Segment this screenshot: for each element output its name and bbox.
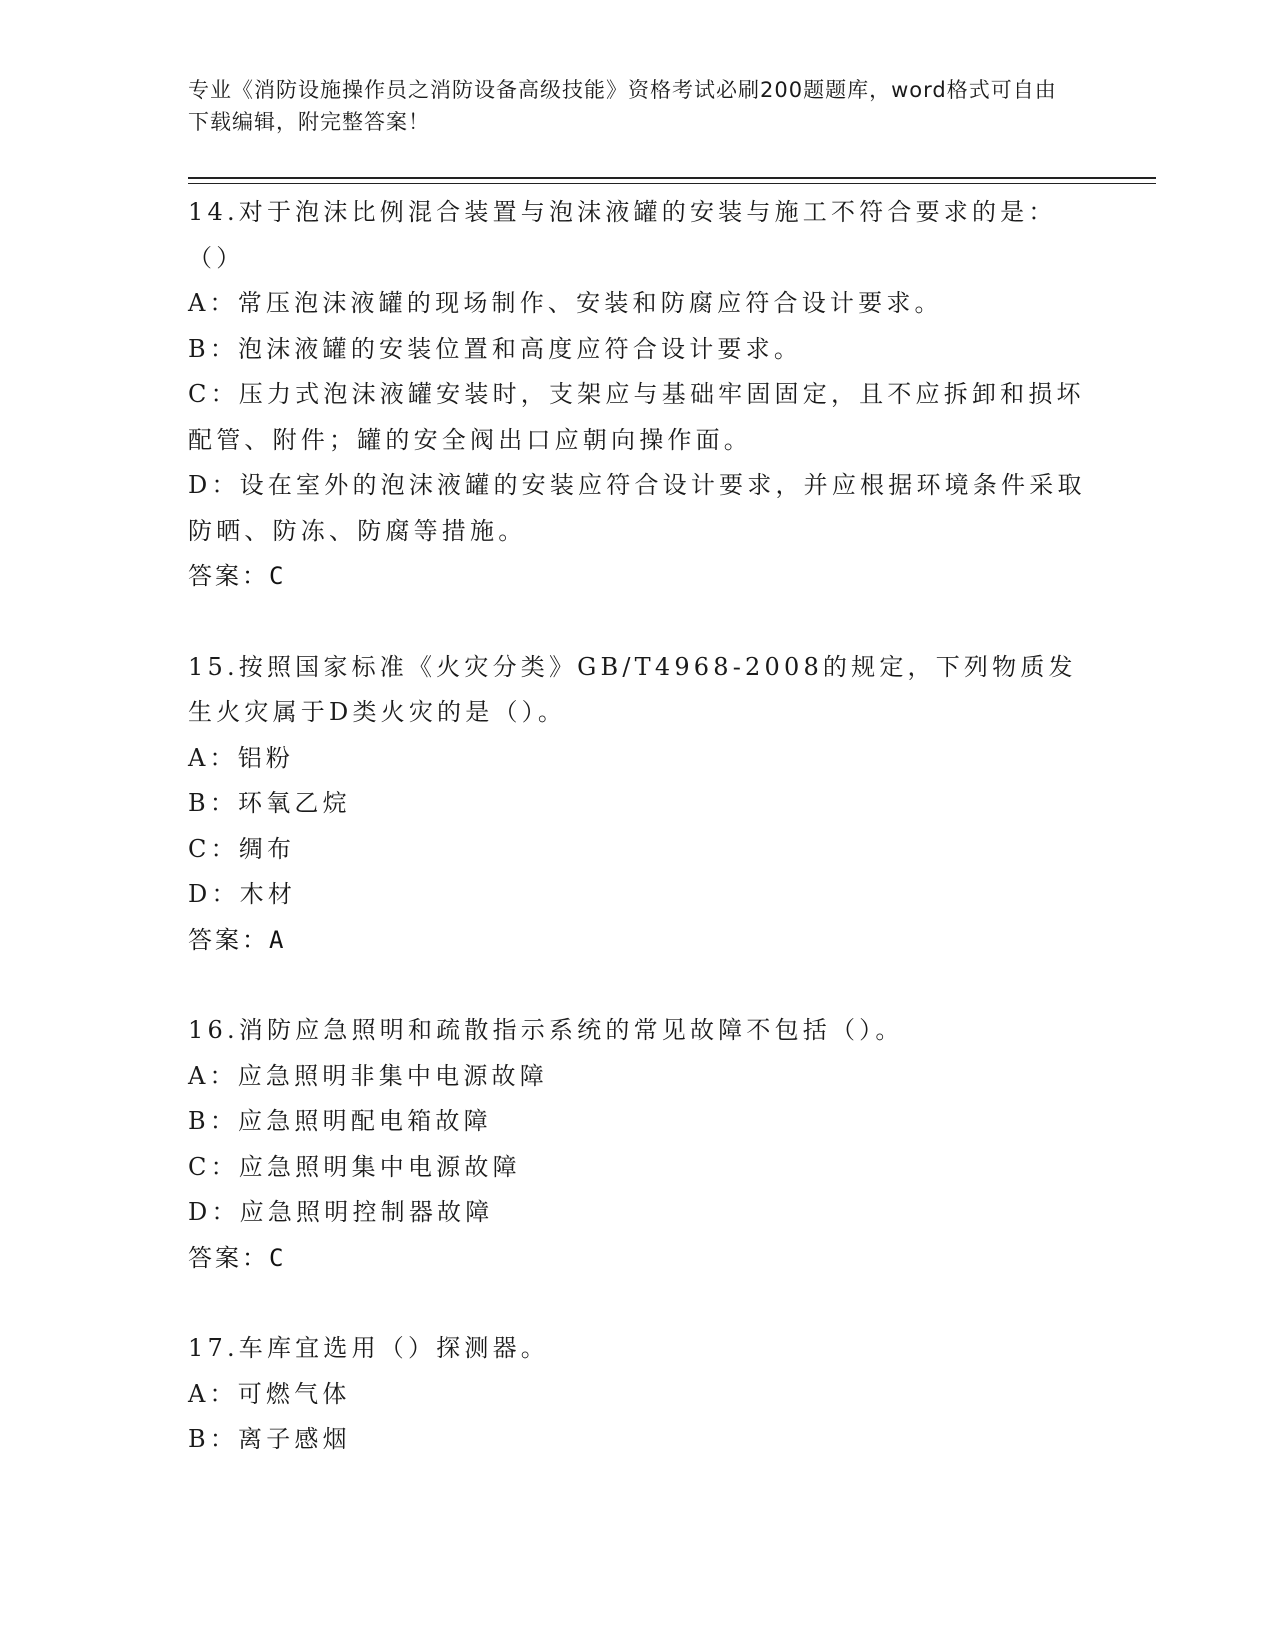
question-16 — [188, 1008, 1088, 1281]
answer-label: 答案： — [188, 925, 269, 954]
header-divider-thin — [188, 183, 1156, 184]
option-a: A：常压泡沫液罐的现场制作、安装和防腐应符合设计要求。 — [188, 289, 943, 317]
question-15 — [188, 645, 1088, 964]
option-d: D：应急照明控制器故障 — [188, 1198, 494, 1226]
answer-line — [188, 918, 1088, 964]
option-a: A：应急照明非集中电源故障 — [188, 1061, 548, 1090]
option-c: C：应急照明集中电源故障 — [188, 1152, 521, 1181]
question-stem: 14.对于泡沫比例混合装置与泡沫液罐的安装与施工不符合要求的是：（） — [188, 198, 1057, 272]
option-c: C：绸布 — [188, 834, 296, 863]
question-list — [188, 190, 1088, 1508]
answer-value: C — [269, 1243, 287, 1272]
answer-value: A — [269, 925, 287, 954]
option-b: B：泡沫液罐的安装位置和高度应符合设计要求。 — [188, 334, 803, 363]
question-17 — [188, 1326, 1088, 1463]
answer-line — [188, 1236, 1088, 1282]
option-d: D：设在室外的泡沫液罐的安装应符合设计要求，并应根据环境条件采取防晒、防冻、防腐等措施。 — [188, 471, 1086, 545]
answer-label: 答案： — [188, 562, 269, 590]
option-a: A：铝粉 — [188, 743, 295, 772]
option-c: C：压力式泡沫液罐安装时，支架应与基础牢固固定，且不应拆卸和损坏配管、附件；罐的安全阀出口应朝向操作面。 — [188, 380, 1085, 454]
option-b: B：应急照明配电箱故障 — [188, 1107, 492, 1135]
option-d: D：木材 — [188, 880, 297, 908]
answer-label: 答案： — [188, 1243, 269, 1272]
option-b: B：离子感烟 — [188, 1425, 351, 1453]
document-header: 专业《消防设施操作员之消防设备高级技能》资格考试必刷200题题库，word格式可自由下载编辑，附完整答案！ — [188, 78, 1057, 134]
option-b: B：环氧乙烷 — [188, 789, 351, 817]
answer-line — [188, 554, 1088, 600]
question-stem: 17.车库宜选用（）探测器。 — [188, 1334, 549, 1362]
question-stem: 15.按照国家标准《火灾分类》GB/T4968-2008的规定，下列物质发生火灾属于D类火灾的是（）。 — [188, 652, 1077, 726]
option-a: A：可燃气体 — [188, 1379, 351, 1408]
header-divider-thick — [188, 177, 1156, 179]
answer-value: C — [269, 562, 287, 590]
question-14 — [188, 190, 1088, 600]
question-stem: 16.消防应急照明和疏散指示系统的常见故障不包括（）。 — [188, 1016, 904, 1044]
